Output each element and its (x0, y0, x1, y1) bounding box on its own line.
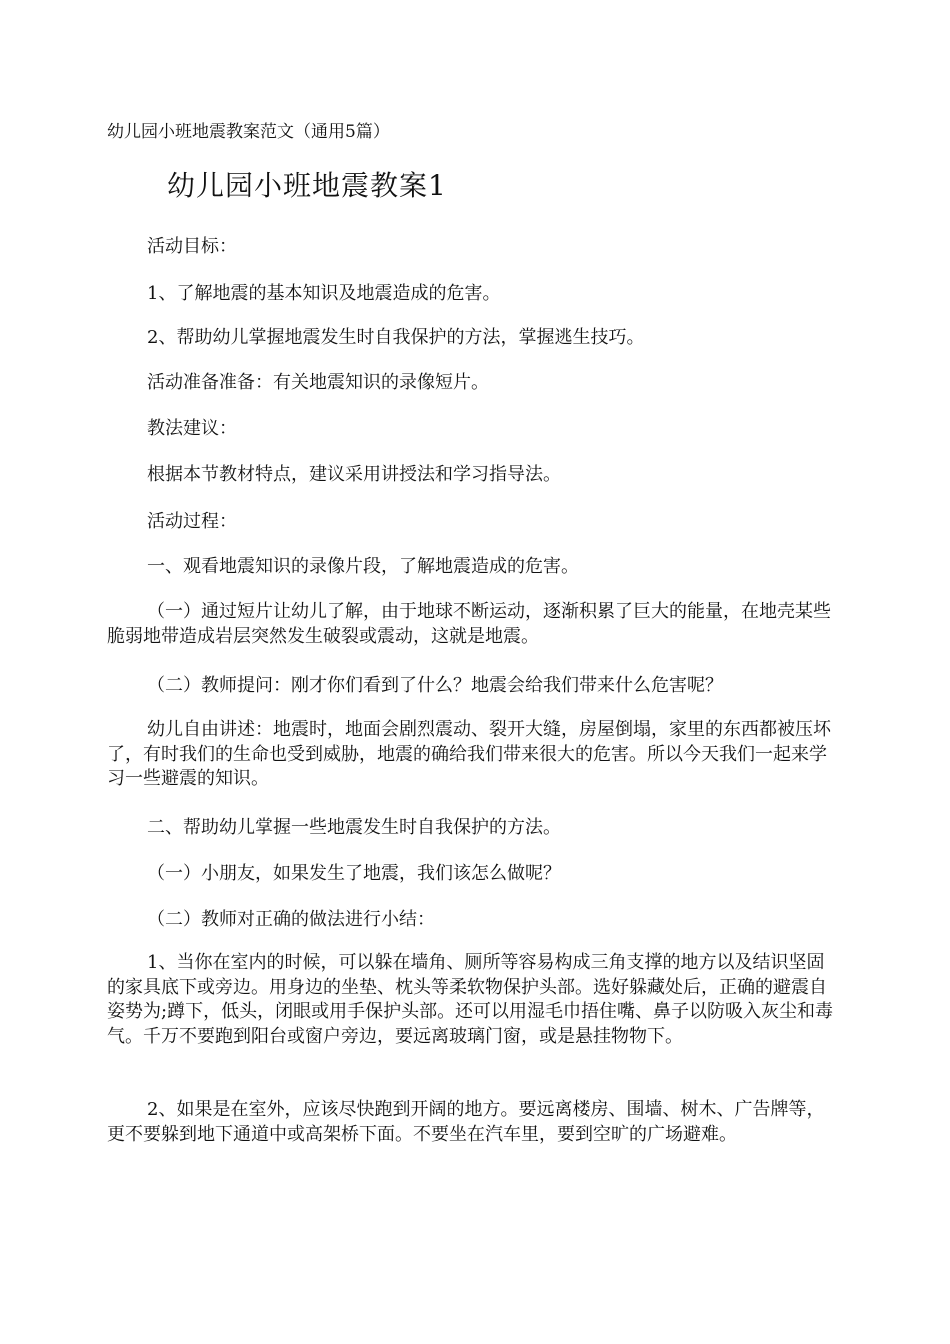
paragraph: 1、了解地震的基本知识及地震造成的危害。 (147, 283, 501, 304)
paragraph: 1、当你在室内的时候，可以躲在墙角、厕所等容易构成三角支撑的地方以及结识坚固的家具底下或旁边。用身边的坐垫、枕头等柔软物保护头部。选好躲藏处后，正确的避震自姿势为;蹲下，低头，闭眼或用手保护头部。还可以用湿毛巾捂住嘴、鼻子以防吸入灰尘和毒气。千万不要跑到阳台或窗户旁边，要远离玻璃门窗，或是悬挂物物下。 (107, 952, 834, 1047)
paragraph: 根据本节教材特点，建议采用讲授法和学习指导法。 (147, 464, 561, 485)
paragraph: 活动过程： (147, 511, 237, 532)
paragraph: （二）教师提问：刚才你们看到了什么？地震会给我们带来什么危害呢？ (147, 675, 723, 696)
paragraph: 一、观看地震知识的录像片段，了解地震造成的危害。 (147, 556, 579, 577)
paragraph: 幼儿自由讲述：地震时，地面会剧烈震动、裂开大缝，房屋倒塌，家里的东西都被压坏了，有时我们的生命也受到威胁，地震的确给我们带来很大的危害。所以今天我们一起来学习一些避震的知识。 (107, 719, 831, 789)
paragraph: 2、如果是在室外，应该尽快跑到开阔的地方。要远离楼房、围墙、树木、广告牌等，更不要躲到地下通道中或高架桥下面。不要坐在汽车里，要到空旷的广场避难。 (107, 1099, 825, 1145)
paragraph: 二、帮助幼儿掌握一些地震发生时自我保护的方法。 (147, 817, 561, 838)
paragraph: （一）小朋友，如果发生了地震，我们该怎么做呢？ (147, 863, 561, 884)
document-header: 幼儿园小班地震教案范文（通用5篇） (107, 122, 390, 142)
paragraph: （一）通过短片让幼儿了解，由于地球不断运动，逐渐积累了巨大的能量，在地壳某些脆弱地带造成岩层突然发生破裂或震动，这就是地震。 (107, 601, 831, 647)
paragraph: （二）教师对正确的做法进行小结： (147, 909, 435, 930)
document-title: 幼儿园小班地震教案1 (167, 169, 447, 202)
paragraph: 教法建议： (147, 418, 237, 439)
paragraph: 活动准备准备：有关地震知识的录像短片。 (147, 372, 489, 393)
paragraph: 2、帮助幼儿掌握地震发生时自我保护的方法，掌握逃生技巧。 (147, 327, 645, 348)
paragraph: 活动目标： (147, 236, 237, 257)
